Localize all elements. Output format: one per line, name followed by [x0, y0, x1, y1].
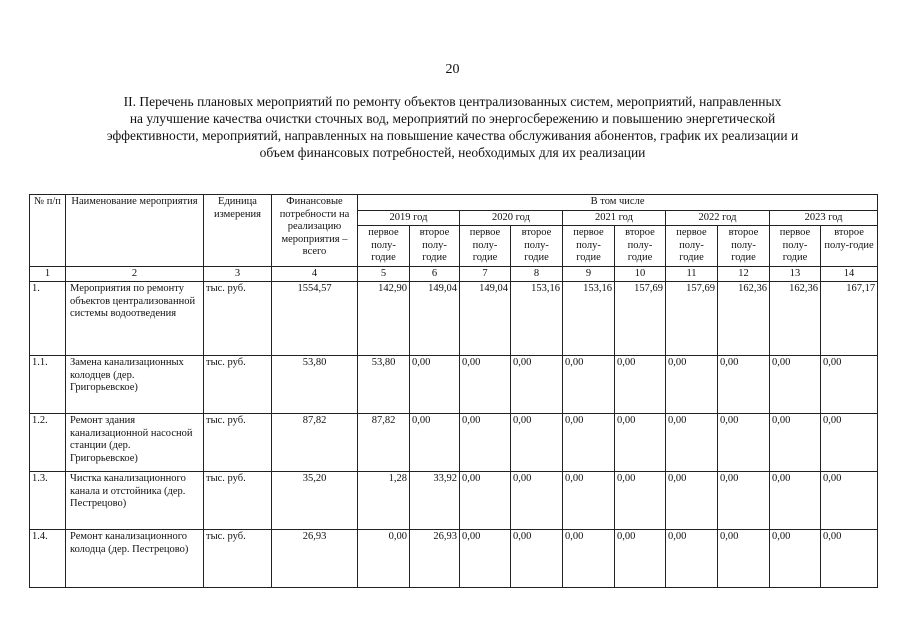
row-value: 157,69: [666, 282, 718, 356]
row-value: 0,00: [615, 356, 666, 414]
column-number: 7: [460, 266, 511, 282]
table-row: [30, 472, 878, 530]
header-year: 2022 год: [666, 210, 770, 226]
row-value: 0,00: [563, 472, 615, 530]
header-including: В том числе: [358, 195, 878, 211]
row-value: 0,00: [821, 530, 878, 588]
header-year: 2023 год: [770, 210, 878, 226]
row-name: Ремонт здания канализационной насосной станции (дер. Григорьевское): [66, 414, 204, 472]
row-total: 53,80: [272, 356, 358, 414]
header-half-second: второе полу-годие: [410, 226, 460, 267]
row-value: 0,00: [563, 414, 615, 472]
column-number-row: [30, 266, 878, 282]
header-half-second: второе полу-годие: [718, 226, 770, 267]
row-unit: тыс. руб.: [204, 282, 272, 356]
column-number: 3: [204, 266, 272, 282]
row-value: 0,00: [666, 414, 718, 472]
header-year: 2019 год: [358, 210, 460, 226]
column-number: 14: [821, 266, 878, 282]
row-value: 149,04: [410, 282, 460, 356]
header-unit: Единица измерения: [204, 195, 272, 267]
row-value: 0,00: [718, 472, 770, 530]
row-name: Чистка канализационного канала и отстойника (дер. Пестрецово): [66, 472, 204, 530]
row-value: 0,00: [615, 530, 666, 588]
page-number: 20: [445, 62, 460, 77]
header-half-first: первое полу-годие: [563, 226, 615, 267]
row-value: 0,00: [718, 414, 770, 472]
row-value: 162,36: [718, 282, 770, 356]
row-value: 0,00: [666, 530, 718, 588]
row-total: 35,20: [272, 472, 358, 530]
row-name: Ремонт канализационного колодца (дер. Пестрецово): [66, 530, 204, 588]
row-value: 1,28: [358, 472, 410, 530]
row-number: 1.: [30, 282, 66, 356]
table-row: [30, 530, 878, 588]
row-number: 1.4.: [30, 530, 66, 588]
column-number: 12: [718, 266, 770, 282]
header-half-second: второе полу-годие: [511, 226, 563, 267]
row-total: 87,82: [272, 414, 358, 472]
row-value: 153,16: [563, 282, 615, 356]
header-financial: Финансовые потребности на реализацию мероприятия – всего: [272, 195, 358, 267]
row-value: 0,00: [615, 472, 666, 530]
row-value: 0,00: [615, 414, 666, 472]
measures-table: [29, 194, 878, 588]
row-number: 1.3.: [30, 472, 66, 530]
column-number: 11: [666, 266, 718, 282]
table-row: [30, 282, 878, 356]
row-value: 157,69: [615, 282, 666, 356]
row-value: 0,00: [666, 356, 718, 414]
row-value: 0,00: [358, 530, 410, 588]
row-value: 0,00: [770, 356, 821, 414]
row-unit: тыс. руб.: [204, 530, 272, 588]
header-half-second: второе полу-годие: [615, 226, 666, 267]
row-value: 0,00: [718, 530, 770, 588]
row-name: Мероприятия по ремонту объектов централизованной системы водоотведения: [66, 282, 204, 356]
column-number: 6: [410, 266, 460, 282]
column-number: 9: [563, 266, 615, 282]
row-value: 0,00: [511, 414, 563, 472]
row-unit: тыс. руб.: [204, 414, 272, 472]
row-value: 87,82: [358, 414, 410, 472]
column-number: 1: [30, 266, 66, 282]
header-half-first: первое полу-годие: [770, 226, 821, 267]
section-title: [40, 93, 865, 161]
title-line: на улучшение качества очистки сточных вод, мероприятий по энергосбережению и повышению энергетической: [129, 111, 776, 126]
row-value: 0,00: [666, 472, 718, 530]
row-total: 1554,57: [272, 282, 358, 356]
row-value: 0,00: [460, 356, 511, 414]
title-line: эффективности, мероприятий, направленных на повышение качества обслуживания абонентов, график их реализации и: [106, 128, 799, 143]
header-half-first: первое полу-годие: [666, 226, 718, 267]
row-value: 0,00: [511, 530, 563, 588]
header-num: № п/п: [30, 195, 66, 267]
header-name: Наименование мероприятия: [66, 195, 204, 267]
row-value: 0,00: [460, 414, 511, 472]
row-value: 149,04: [460, 282, 511, 356]
header-year: 2021 год: [563, 210, 666, 226]
row-value: 0,00: [821, 472, 878, 530]
column-number: 13: [770, 266, 821, 282]
row-value: 26,93: [410, 530, 460, 588]
row-value: 0,00: [460, 530, 511, 588]
column-number: 10: [615, 266, 666, 282]
row-value: 0,00: [563, 530, 615, 588]
header-year: 2020 год: [460, 210, 563, 226]
row-unit: тыс. руб.: [204, 472, 272, 530]
column-number: 8: [511, 266, 563, 282]
header-half-first: первое полу-годие: [358, 226, 410, 267]
row-number: 1.2.: [30, 414, 66, 472]
row-value: 0,00: [821, 414, 878, 472]
row-value: 0,00: [410, 356, 460, 414]
row-value: 0,00: [563, 356, 615, 414]
row-unit: тыс. руб.: [204, 356, 272, 414]
row-value: 0,00: [718, 356, 770, 414]
header-half-second: второе полу-годие: [821, 226, 878, 267]
row-value: 0,00: [511, 472, 563, 530]
row-value: 0,00: [511, 356, 563, 414]
title-line: объем финансовых потребностей, необходимых для их реализации: [259, 145, 646, 160]
row-total: 26,93: [272, 530, 358, 588]
title-line: II. Перечень плановых мероприятий по ремонту объектов централизованных систем, мероприятий, направленных: [123, 94, 782, 109]
row-value: 0,00: [770, 530, 821, 588]
row-value: 0,00: [410, 414, 460, 472]
column-number: 4: [272, 266, 358, 282]
header-row: [30, 195, 878, 211]
row-value: 0,00: [821, 356, 878, 414]
table-row: [30, 414, 878, 472]
row-value: 33,92: [410, 472, 460, 530]
column-number: 5: [358, 266, 410, 282]
row-value: 142,90: [358, 282, 410, 356]
row-value: 0,00: [770, 472, 821, 530]
row-value: 0,00: [770, 414, 821, 472]
row-number: 1.1.: [30, 356, 66, 414]
row-value: 162,36: [770, 282, 821, 356]
row-value: 167,17: [821, 282, 878, 356]
table-row: [30, 356, 878, 414]
row-value: 0,00: [460, 472, 511, 530]
row-value: 53,80: [358, 356, 410, 414]
row-name: Замена канализационных колодцев (дер. Григорьевское): [66, 356, 204, 414]
row-value: 153,16: [511, 282, 563, 356]
column-number: 2: [66, 266, 204, 282]
header-half-first: первое полу-годие: [460, 226, 511, 267]
